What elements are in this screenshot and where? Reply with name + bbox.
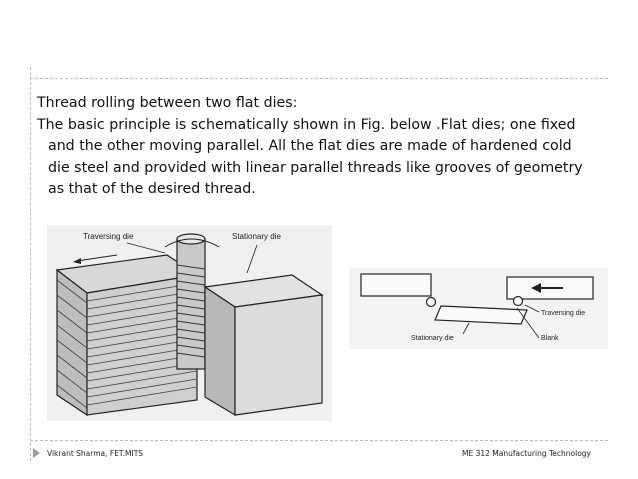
footer-author: Vikrant Sharma, FET.MITS [47, 449, 144, 458]
paragraph-line-2: and the other moving parallel. All the flat dies are made of hardened cold [48, 138, 572, 154]
heading: Thread rolling between two flat dies: [37, 95, 298, 111]
left-divider [30, 67, 31, 461]
label-stationary-die-right: Stationary die [411, 335, 454, 342]
paragraph-line-1: The basic principle is schematically shown in Fig. below .Flat dies; one fixed [37, 116, 576, 133]
flat-die-schematic-drawing [349, 268, 608, 349]
flat-die-illustration [47, 225, 332, 421]
footer-bullet-icon [33, 448, 40, 458]
footer-course: ME 312 Manufacturing Technology [462, 449, 591, 458]
label-traversing-die: Traversing die [83, 232, 134, 241]
paragraph-line-3: die steel and provided with linear parallel threads like grooves of geometry [48, 159, 583, 176]
bottom-divider [30, 440, 608, 441]
label-traversing-die-right: Traversing die [541, 310, 586, 317]
flat-die-schematic [349, 268, 608, 349]
paragraph-line-4: as that of the desired thread. [48, 181, 256, 197]
slide-text [37, 93, 612, 201]
flat-die-figure [47, 225, 332, 421]
label-stationary-die: Stationary die [232, 232, 281, 241]
top-divider [30, 78, 608, 79]
label-blank: Blank [541, 335, 559, 342]
